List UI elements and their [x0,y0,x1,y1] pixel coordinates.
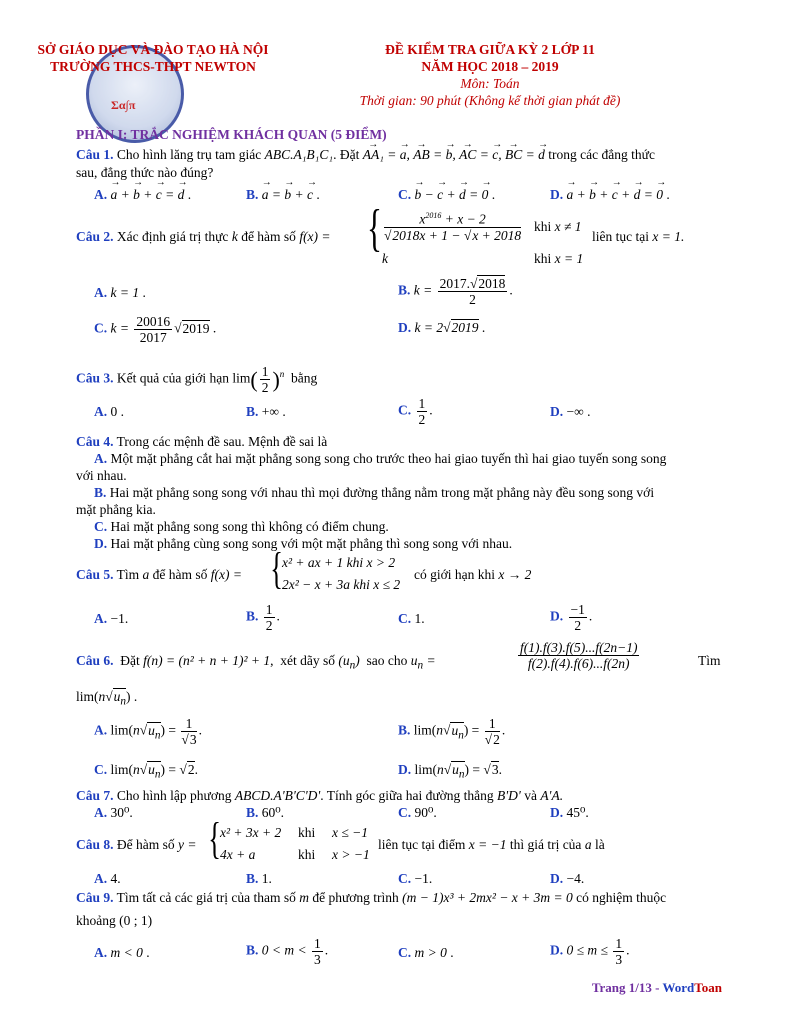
q5-option-d[interactable]: D. $\frac{-1}{2}$ . [550,602,593,633]
question-1-cont: sau, đẳng thức nào đúng? [76,165,214,180]
q1-option-b[interactable]: B. → a = → b + → c . [246,187,320,203]
question-5: Câu 5. Tìm a để hàm số f(x) = { x² + ax + 1 khi x > 2 2x² − x + 3a khi x ≤ 2 có giới hạn khi x → 2 [76,544,532,593]
question-6: Câu 6. Đặt f(n) = (n² + n + 1)² + 1, xét dãy số $(u_n)$ sao cho $u_n$ = $\frac{f(1).f(3).f(5)...f(2n-1)}{f(2).f(4).f(6)...f(2n)}$ Tìm [76,640,721,672]
section-title: PHẦN I: TRẮC NGHIỆM KHÁCH QUAN (5 ĐIỂM) [76,127,387,142]
q7-option-c[interactable]: C. 90⁰. [398,805,437,820]
question-9: Câu 9. Tìm tất cả các giá trị của tham số m để phương trình (m − 1)x³ + 2mx² − x + 3m = 0 có nghiệm thuộc [76,890,667,905]
logo-text: Σα∫π [111,98,136,112]
q4-option-a-cont: với nhau. [76,468,127,483]
question-3: Câu 3. Kết quả của giới hạn lim( $\frac{1}{2}$ )$^n$ bằng [76,364,318,395]
exam-body [76,0,722,1024]
q2-option-b[interactable]: B. k = $\frac{2017.√2018}{2}$ . [398,276,513,307]
q5-option-b[interactable]: B. $\frac{1}{2}$ . [246,602,280,633]
question-7: Câu 7. Cho hình lập phương ABCD.A'B'C'D'. Tính góc giữa hai đường thẳng B'D' và A'A. [76,788,564,803]
q8-option-b[interactable]: B. 1. [246,871,272,886]
q1-option-d[interactable]: D. → a + → b + → c + → d = → 0 . [550,187,670,203]
question-6-cont: $\lim(n√u_n)$ . [76,689,138,708]
q7-option-d[interactable]: D. 45⁰. [550,805,589,820]
q3-option-d[interactable]: D. −∞ . [550,404,591,419]
question-1: Câu 1. Cho hình lăng trụ tam giác ABC.A₁B₁C₁. Đặt → AA₁ = → a, → AB = → b, → AC = → c, → BC = → d trong các đẳng thức [76,146,722,163]
q6-option-b[interactable]: B. $\lim(n√u_n)$ = $\frac{1}{√2}$ . [398,716,506,747]
q9-option-d[interactable]: D. 0 ≤ m ≤ $\frac{1}{3}$ . [550,936,630,967]
q9-option-a[interactable]: A. m < 0 . [94,945,150,960]
q8-option-d[interactable]: D. −4. [550,871,585,886]
brand-word: Word [662,980,695,995]
brand-toan: Toan [694,980,722,995]
exam-title: ĐỀ KIỂM TRA GIỮA KỲ 2 LỚP 11 [385,42,595,57]
question-8: Câu 8. Để hàm số y = { x² + 3x + 2 khi x ≤ −1 4x + a khi x > −1 liên tục tại điểm x = −1 thì giá trị của a là [76,814,605,863]
q8-option-a[interactable]: A. 4. [94,871,121,886]
q4-option-b-cont: mặt phẳng kia. [76,502,156,517]
q3-option-a[interactable]: A. 0 . [94,404,124,419]
q4-option-c[interactable]: C. Hai mặt phẳng song song thì không có điểm chung. [94,519,389,534]
q9-option-c[interactable]: C. m > 0 . [398,945,454,960]
q9-option-b[interactable]: B. 0 < m < $\frac{1}{3}$ . [246,936,329,967]
q2-option-c[interactable]: C. k = $\frac{20016}{2017}$ √2019 . [94,314,217,345]
q1-option-a[interactable]: A. → a + → b + → c = → d . [94,187,191,203]
q8-option-c[interactable]: C. −1. [398,871,433,886]
q3-option-b[interactable]: B. +∞ . [246,404,286,419]
question-9-cont: khoảng (0 ; 1) [76,913,153,928]
q4-option-a[interactable]: A. Một mặt phẳng cắt hai mặt phẳng song song cho trước theo hai giao tuyến thì hai giao tuyến song song [94,451,667,466]
school-year: NĂM HỌC 2018 – 2019 [421,59,559,74]
q6-option-c[interactable]: C. $\lim(n√u_n) = √2$. [94,762,198,781]
q2-option-d[interactable]: D. k = 2√2019 . [398,320,486,335]
page-number: Trang 1/13 - [591,980,660,995]
department-name: SỞ GIÁO DỤC VÀ ĐÀO TẠO HÀ NỘI [37,42,269,57]
q4-option-b[interactable]: B. Hai mặt phẳng song song với nhau thì mọi đường thẳng nằm trong mặt phẳng này đều song song với [94,485,655,500]
q6-option-a[interactable]: A. $\lim(n√u_n)$ = $\frac{1}{√3}$ . [94,716,202,747]
q6-option-d[interactable]: D. $\lim(n√u_n) = √3$. [398,762,502,781]
q5-option-c[interactable]: C. 1. [398,611,425,626]
q2-option-a[interactable]: A. k = 1 . [94,285,146,300]
q7-option-a[interactable]: A. 30⁰. [94,805,133,820]
q7-option-b[interactable]: B. 60⁰. [246,805,285,820]
q3-option-c[interactable]: C. $\frac{1}{2}$ . [398,396,433,427]
q1-option-c[interactable]: C. → b − → c + → d = → 0 . [398,187,495,203]
exam-time: Thời gian: 90 phút (Không kể thời gian phát đề) [359,93,621,108]
q4-option-d[interactable]: D. Hai mặt phẳng cùng song song với một mặt phẳng thì song song với nhau. [94,536,513,551]
school-name: TRƯỜNG THCS-THPT NEWTON [50,59,256,74]
q5-option-a[interactable]: A. −1. [94,611,129,626]
question-2: Câu 2. Xác định giá trị thực k để hàm số f(x) = { $\frac{x^{2016} + x - 2}{√2018x + 1 - √x + 2018}$ khi x ≠ 1 k khi x = 1 liên tục tại x = 1. [76,200,685,266]
question-4: Câu 4. Trong các mệnh đề sau. Mệnh đề sai là [76,434,328,449]
page-footer [592,980,722,996]
subject: Môn: Toán [460,76,520,91]
